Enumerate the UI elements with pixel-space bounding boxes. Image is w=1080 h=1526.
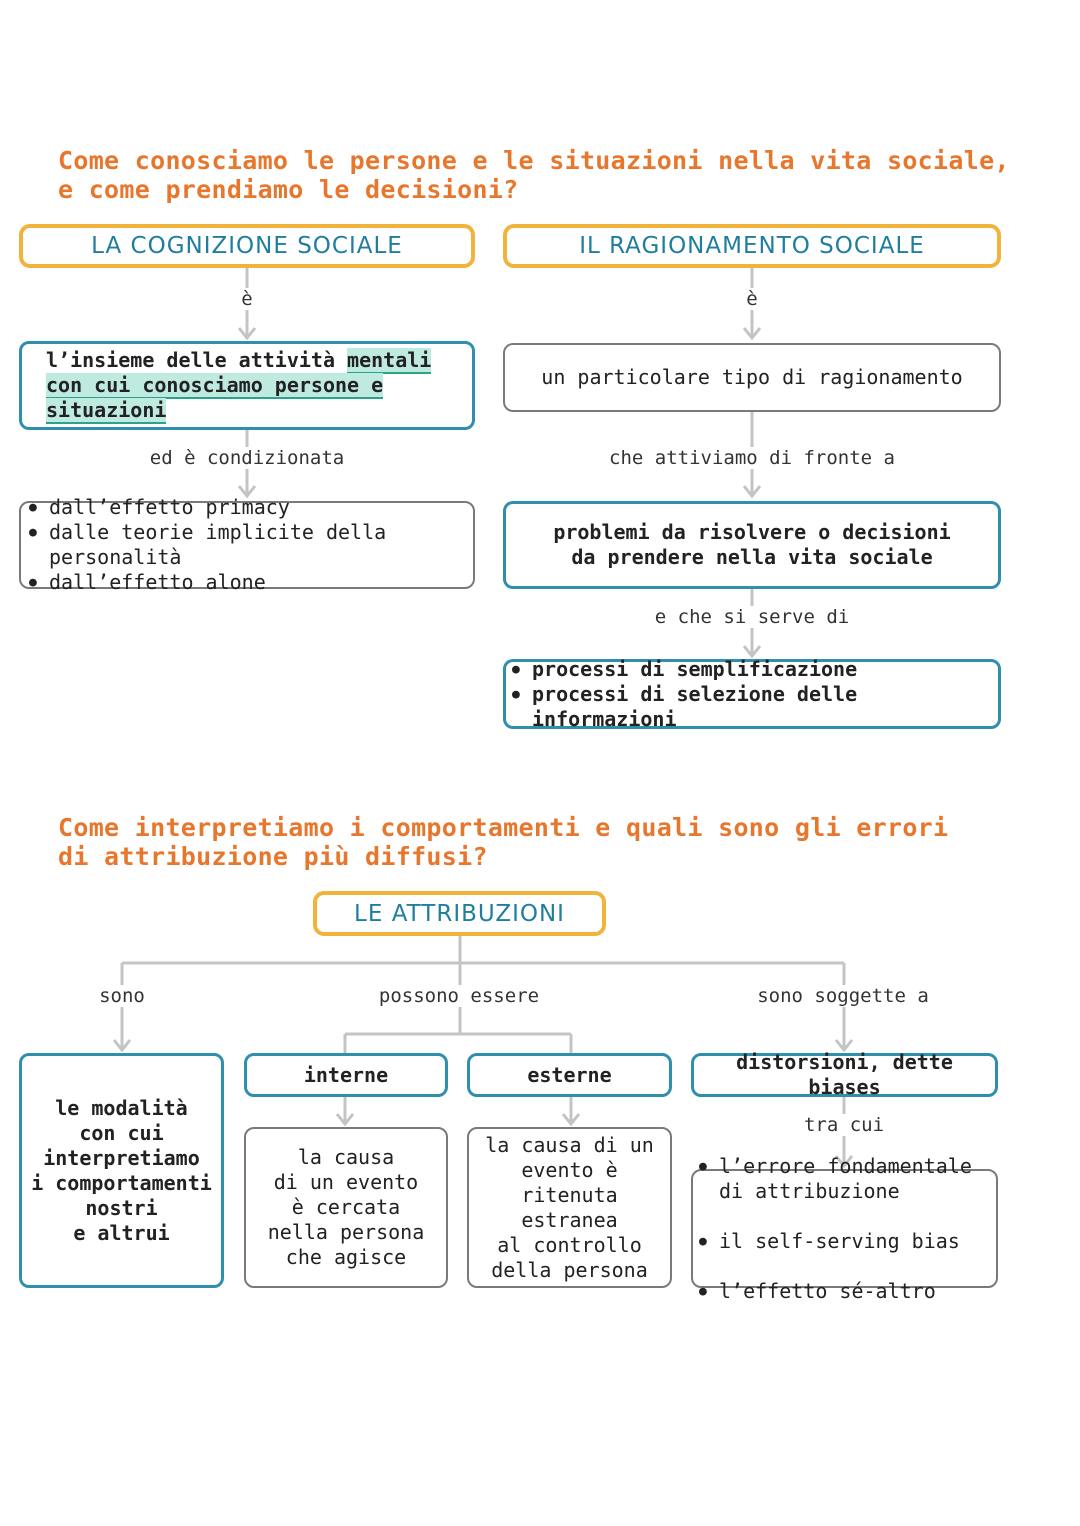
definition-highlight-text: mentali con cui conosciamo persone e situazioni <box>46 348 432 422</box>
list-item: ● dall’effetto primacy <box>27 495 467 520</box>
link-subject-to: sono soggette a <box>748 985 938 1007</box>
biases-label-box: distorsioni, dette biases <box>691 1053 998 1097</box>
cognition-definition-box <box>19 341 475 430</box>
link-are: sono <box>80 985 164 1007</box>
cognition-definition <box>46 348 448 423</box>
link-among-which: tra cui <box>794 1114 894 1136</box>
influences-box <box>19 495 475 594</box>
link-can-be: possono essere <box>370 985 548 1007</box>
biases-list-box <box>691 1153 998 1303</box>
link-cognition-is: è <box>227 288 267 310</box>
external-label-box: esterne <box>467 1053 672 1097</box>
external-description-box: la causa di un evento è ritenuta estranea al controllo della persona <box>467 1127 672 1288</box>
header-social-reasoning: IL RAGIONAMENTO SOCIALE <box>503 224 1001 268</box>
processes-list <box>510 657 994 732</box>
list-item: ● processi di semplificazione <box>510 657 994 682</box>
link-conditioned-by: ed è condizionata <box>120 447 374 469</box>
link-reasoning-is: è <box>732 288 772 310</box>
header-attributions: LE ATTRIBUZIONI <box>313 891 606 936</box>
influences-list <box>27 495 467 595</box>
internal-description-box: la causa di un evento è cercata nella persona che agisce <box>244 1127 448 1288</box>
processes-box <box>503 656 1001 731</box>
problems-box: problemi da risolvere o decisioni da prendere nella vita sociale <box>503 501 1001 589</box>
link-activated-facing: che attiviamo di fronte a <box>590 447 914 469</box>
list-item: ● dalle teorie implicite della personalità <box>27 520 467 570</box>
attribution-definition-box: le modalità con cui interpretiamo i comportamenti nostri e altrui <box>19 1053 224 1288</box>
list-item: ● l’effetto sé-altro <box>697 1279 972 1304</box>
header-social-cognition: LA COGNIZIONE SOCIALE <box>19 224 475 268</box>
definition-plain-text: l’insieme delle attività <box>46 348 348 372</box>
list-item: ● l’errore fondamentale di attribuzione <box>697 1154 972 1204</box>
list-item: ● dall’effetto alone <box>27 570 467 595</box>
reasoning-definition-box: un particolare tipo di ragionamento <box>503 343 1001 412</box>
list-item: ● processi di selezione delle informazioni <box>510 682 994 732</box>
link-uses: e che si serve di <box>640 606 864 628</box>
biases-list <box>697 1129 972 1329</box>
list-item: ● il self-serving bias <box>697 1229 972 1254</box>
internal-label-box: interne <box>244 1053 448 1097</box>
question-attributions: Come interpretiamo i comportamenti e quali sono gli errori di attribuzione più diffusi? <box>58 813 949 871</box>
question-social-cognition: Come conosciamo le persone e le situazioni nella vita sociale, e come prendiamo le decisioni? <box>58 146 1010 204</box>
